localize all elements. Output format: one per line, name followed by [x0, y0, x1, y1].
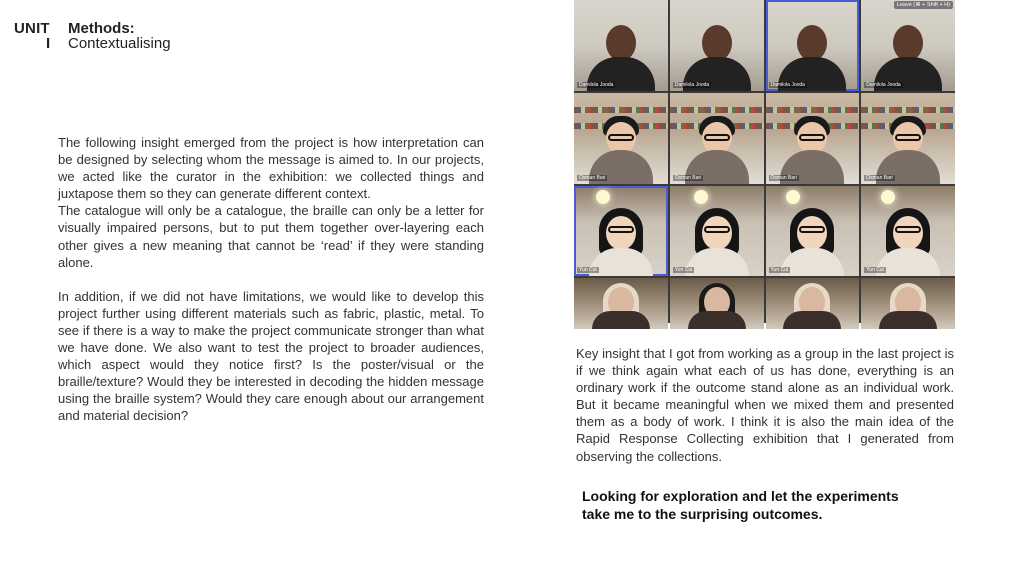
participant-figure: [682, 11, 752, 91]
participant-name: Yun Cui: [866, 267, 884, 273]
section-title: Methods:: [68, 20, 135, 37]
left-text-column: [58, 134, 484, 425]
participant-figure: [873, 104, 943, 184]
participant-name: Yun Cui: [579, 267, 597, 273]
unit-number: I: [46, 35, 51, 52]
video-tile: [574, 186, 668, 276]
participant-name: Damilola Jooda: [674, 82, 710, 88]
further-development-paragraph: In addition, if we did not have limitations, we would like to develop this project further using different materials such as fabric, plastic, metal. To see if there is a way to make the project communicate stronger than what we have done. We also want to test the project to broader audiences, which aspect would they notice first? Is the poster/visual or the braille/texture? Would they be interested in decoding the hidden message using the braille system? Would they care enough about our arrangement and material decision?: [58, 288, 484, 424]
video-tile: [574, 93, 668, 184]
participant-figure: [682, 196, 752, 276]
video-tile: [766, 186, 860, 276]
video-tile: [574, 0, 668, 91]
participant-name: Osman Bari: [579, 175, 606, 181]
participant-name: Damilola Jooda: [770, 82, 805, 88]
participant-figure: [586, 11, 656, 91]
participant-name: Osman Bari: [866, 175, 893, 181]
closing-statement: Looking for exploration and let the experiments take me to the surprising outcomes.: [582, 488, 899, 522]
video-tile: [861, 278, 955, 329]
paragraph-spacer: [58, 271, 484, 288]
video-tile: [766, 278, 860, 329]
participant-name: Osman Bari: [770, 175, 797, 181]
participant-name: Yun Cui: [674, 267, 693, 273]
participant-figure: [682, 104, 752, 184]
video-tile: [766, 0, 860, 91]
participant-figure: [586, 196, 656, 276]
catalogue-paragraph: The catalogue will only be a catalogue, the braille can only be a letter for visually impaired persons, but to put them together over-layering each other gives a new meaning that cannot be ‘read’ if they were standing alone.: [58, 203, 484, 270]
leave-button[interactable]: Leave (⌘ + Shift + H): [894, 1, 953, 9]
participant-name: Damilola Jooda: [579, 82, 614, 88]
video-tile: [670, 0, 764, 91]
participant-figure: [777, 11, 847, 91]
participant-figure: [682, 279, 752, 329]
participant-figure: [777, 104, 847, 184]
participant-figure: [777, 196, 847, 276]
participant-figure: [586, 279, 656, 329]
unit-label: UNIT: [14, 20, 50, 37]
participant-figure: [873, 279, 943, 329]
participant-figure: [873, 11, 943, 91]
participant-figure: [586, 104, 656, 184]
insight-paragraph: The following insight emerged from the project is how interpretation can be designed by selecting whom the message is aimed to. In our projects, we acted like the curator in the exhibition: we collected things and juxtapose them so they can generate different context.: [58, 135, 484, 202]
video-tile: [574, 278, 668, 329]
participant-name: Osman Bari: [674, 175, 702, 181]
participant-figure: [873, 196, 943, 276]
participant-name: Yun Cui: [770, 267, 789, 273]
video-tile: [670, 278, 764, 329]
video-tile: [670, 186, 764, 276]
participant-name: Damilola Jooda: [866, 82, 901, 88]
video-tile: [670, 93, 764, 184]
section-subtitle: Contextualising: [68, 35, 171, 52]
video-tile: [861, 93, 955, 184]
video-tile: [861, 0, 955, 91]
participant-figure: [777, 279, 847, 329]
key-insight-paragraph: Key insight that I got from working as a group in the last project is if we think again what each of us has done, everything is an ordinary work if the outcome stand alone as an individual work. But it became meaningful when we mixed them and presented them as a body of work. I think it is also the main idea of the Rapid Response Collecting exhibition that I generated from observing the collections.: [576, 346, 954, 464]
video-call-screenshot: [574, 0, 955, 323]
video-tile: [861, 186, 955, 276]
video-tile: [766, 93, 860, 184]
right-text-column: [576, 345, 954, 465]
